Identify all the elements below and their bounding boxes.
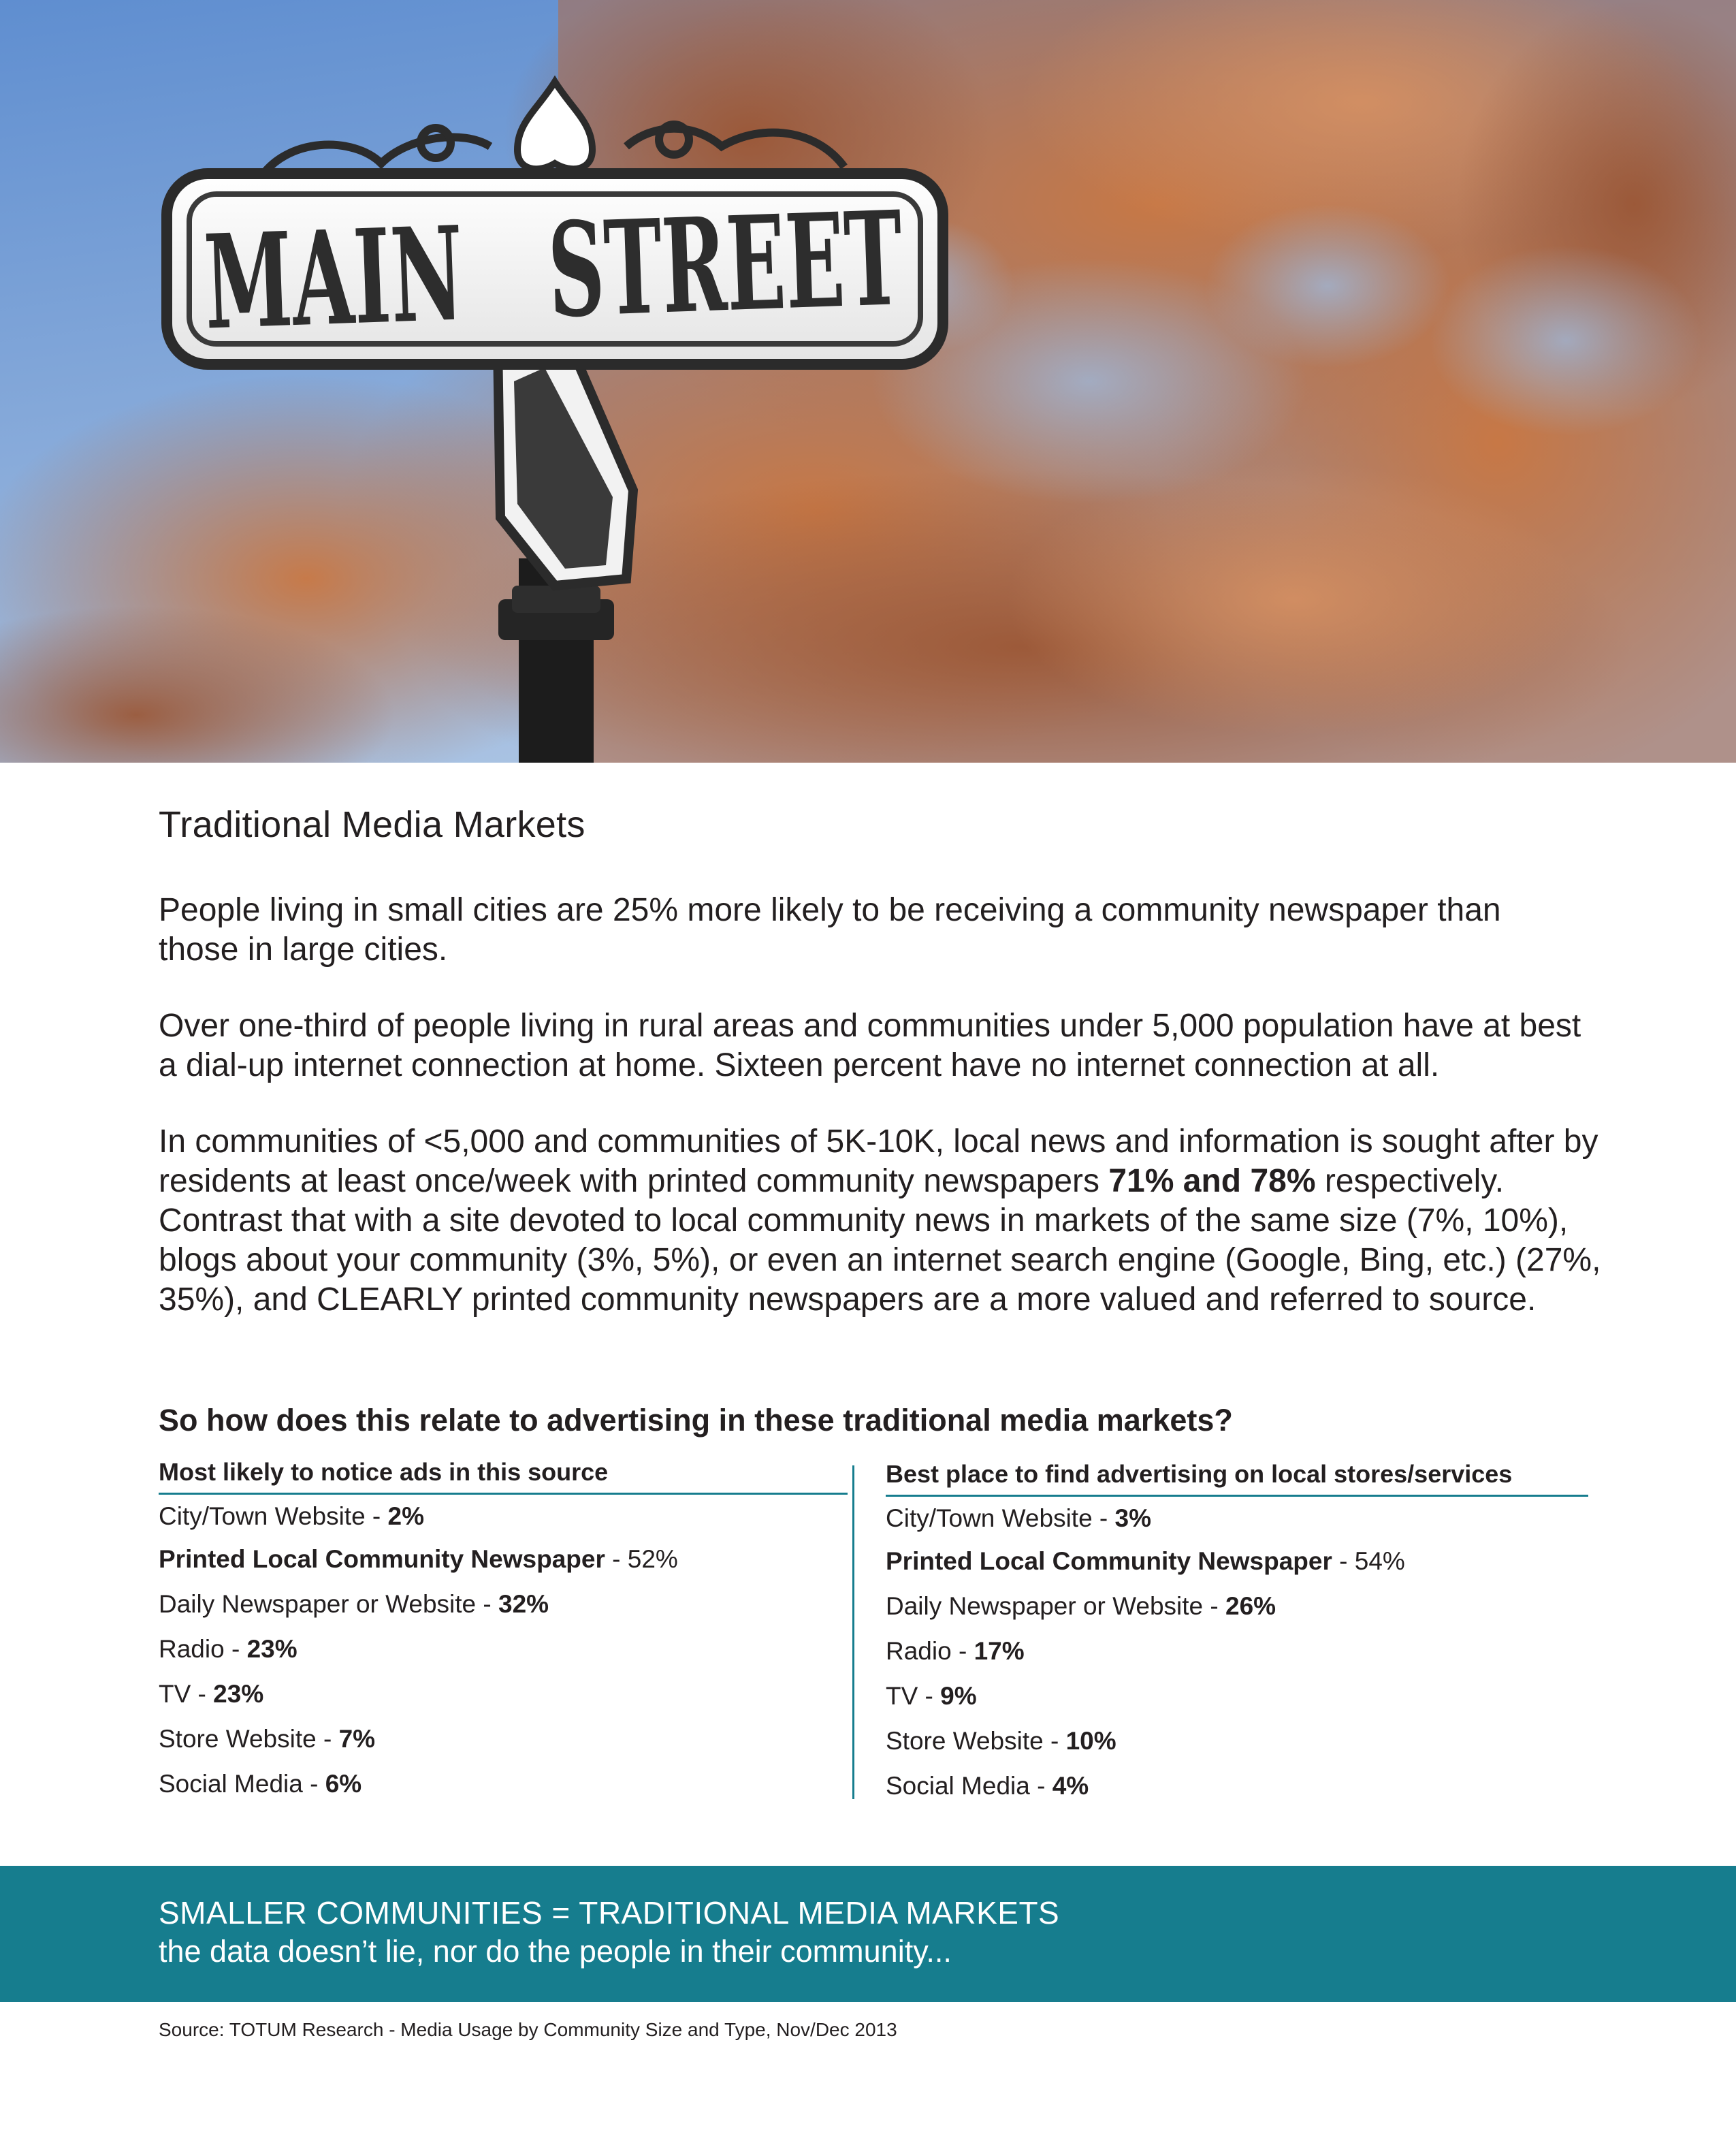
source-name: TV (886, 1682, 918, 1710)
banner-subtitle: the data doesn’t lie, nor do the people in their community... (159, 1934, 952, 1969)
source-percentage: 10% (1065, 1727, 1116, 1755)
source-name: Radio (886, 1637, 952, 1665)
banner-title: SMALLER COMMUNITIES = TRADITIONAL MEDIA MARKETS (159, 1895, 1060, 1930)
find-advertising-header: Best place to find advertising on local stores/services (886, 1459, 1588, 1497)
row-separator: - (224, 1635, 247, 1663)
source-percentage: 54% (1354, 1547, 1405, 1575)
page-title: Traditional Media Markets (159, 804, 585, 845)
conclusion-banner (0, 1866, 1736, 2002)
find-advertising-list (886, 1498, 1588, 1809)
source-name: Printed Local Community Newspaper (886, 1547, 1332, 1575)
source-row (159, 1672, 848, 1717)
row-separator: - (918, 1682, 941, 1710)
source-row (886, 1584, 1588, 1629)
sign-text-right: STREET (545, 174, 1142, 347)
sign-text-left: MAIN (202, 192, 630, 359)
source-name: Daily Newspaper or Website (159, 1590, 477, 1618)
notice-ads-header: Most likely to notice ads in this source (159, 1457, 848, 1495)
row-separator: - (365, 1502, 388, 1530)
source-percentage: 2% (387, 1502, 425, 1530)
source-row (159, 1496, 848, 1537)
row-separator: - (316, 1725, 339, 1753)
row-separator: - (302, 1770, 325, 1798)
source-row (886, 1719, 1588, 1764)
source-name: City/Town Website (886, 1504, 1093, 1532)
p3-text-after: respectively. Contrast that with a site devoted to local community news in markets of the same size (7%, 10%), blogs about your community (3%, 5%), or even an internet search engine (Google, Bing, etc.) (27%, 35%), and CLEARLY printed community newspapers are a more valued and referred to source. (159, 1163, 1601, 1318)
row-separator: - (605, 1545, 628, 1573)
source-name: Social Media (159, 1770, 303, 1798)
source-percentage: 23% (213, 1680, 264, 1708)
p3-highlight: 71% and 78% (1108, 1163, 1316, 1199)
source-row (886, 1764, 1588, 1809)
row-separator: - (476, 1590, 499, 1618)
source-percentage: 7% (338, 1725, 376, 1753)
source-name: Store Website (159, 1725, 317, 1753)
p3-text-before: In communities of <5,000 and communities of 5K-10K, local news and information is sought after by residents at least once/week with printed community newspapers (159, 1124, 1598, 1199)
row-separator: - (951, 1637, 974, 1665)
row-separator: - (191, 1680, 214, 1708)
article-body (159, 804, 1601, 1800)
row-separator: - (1203, 1592, 1226, 1620)
row-separator: - (1029, 1772, 1052, 1800)
source-percentage: 26% (1225, 1592, 1276, 1620)
source-row (886, 1539, 1588, 1584)
source-row (159, 1537, 848, 1582)
source-percentage: 52% (627, 1545, 678, 1573)
paragraph-rural-internet: Over one-third of people living in rural areas and communities under 5,000 population have at best a dial-up internet connection at home. Sixteen percent have no internet connection at all. (159, 1008, 1581, 1083)
find-advertising-column (886, 1459, 1588, 1809)
street-sign-illustration (0, 0, 1736, 763)
source-row (159, 1717, 848, 1762)
source-citation: Source: TOTUM Research - Media Usage by Community Size and Type, Nov/Dec 2013 (159, 2019, 897, 2040)
column-divider (852, 1465, 854, 1799)
source-row (159, 1762, 848, 1807)
source-percentage: 4% (1052, 1772, 1089, 1800)
source-name: City/Town Website (159, 1502, 366, 1530)
source-percentage: 23% (246, 1635, 298, 1663)
source-percentage: 9% (940, 1682, 977, 1710)
main-street-sign (167, 174, 1142, 364)
source-name: Daily Newspaper or Website (886, 1592, 1204, 1620)
source-name: Store Website (886, 1727, 1044, 1755)
notice-ads-column (159, 1457, 848, 1807)
hero-photo (0, 0, 1736, 763)
section-question: So how does this relate to advertising in these traditional media markets? (159, 1403, 1233, 1437)
source-row (886, 1629, 1588, 1674)
source-name: Printed Local Community Newspaper (159, 1545, 605, 1573)
source-row (159, 1627, 848, 1672)
source-percentage: 32% (498, 1590, 549, 1618)
source-name: Social Media (886, 1772, 1030, 1800)
row-separator: - (1332, 1547, 1355, 1575)
source-percentage: 17% (974, 1637, 1025, 1665)
source-percentage: 6% (325, 1770, 362, 1798)
source-row (159, 1582, 848, 1627)
row-separator: - (1092, 1504, 1115, 1532)
row-separator: - (1043, 1727, 1066, 1755)
source-name: Radio (159, 1635, 225, 1663)
source-row (886, 1674, 1588, 1719)
source-name: TV (159, 1680, 191, 1708)
notice-ads-list (159, 1496, 848, 1807)
source-percentage: 3% (1114, 1504, 1152, 1532)
source-row (886, 1498, 1588, 1539)
paragraph-local-news (159, 1122, 1602, 1320)
paragraph-small-cities: People living in small cities are 25% more likely to be receiving a community newspaper than those in large cities. (159, 892, 1501, 968)
